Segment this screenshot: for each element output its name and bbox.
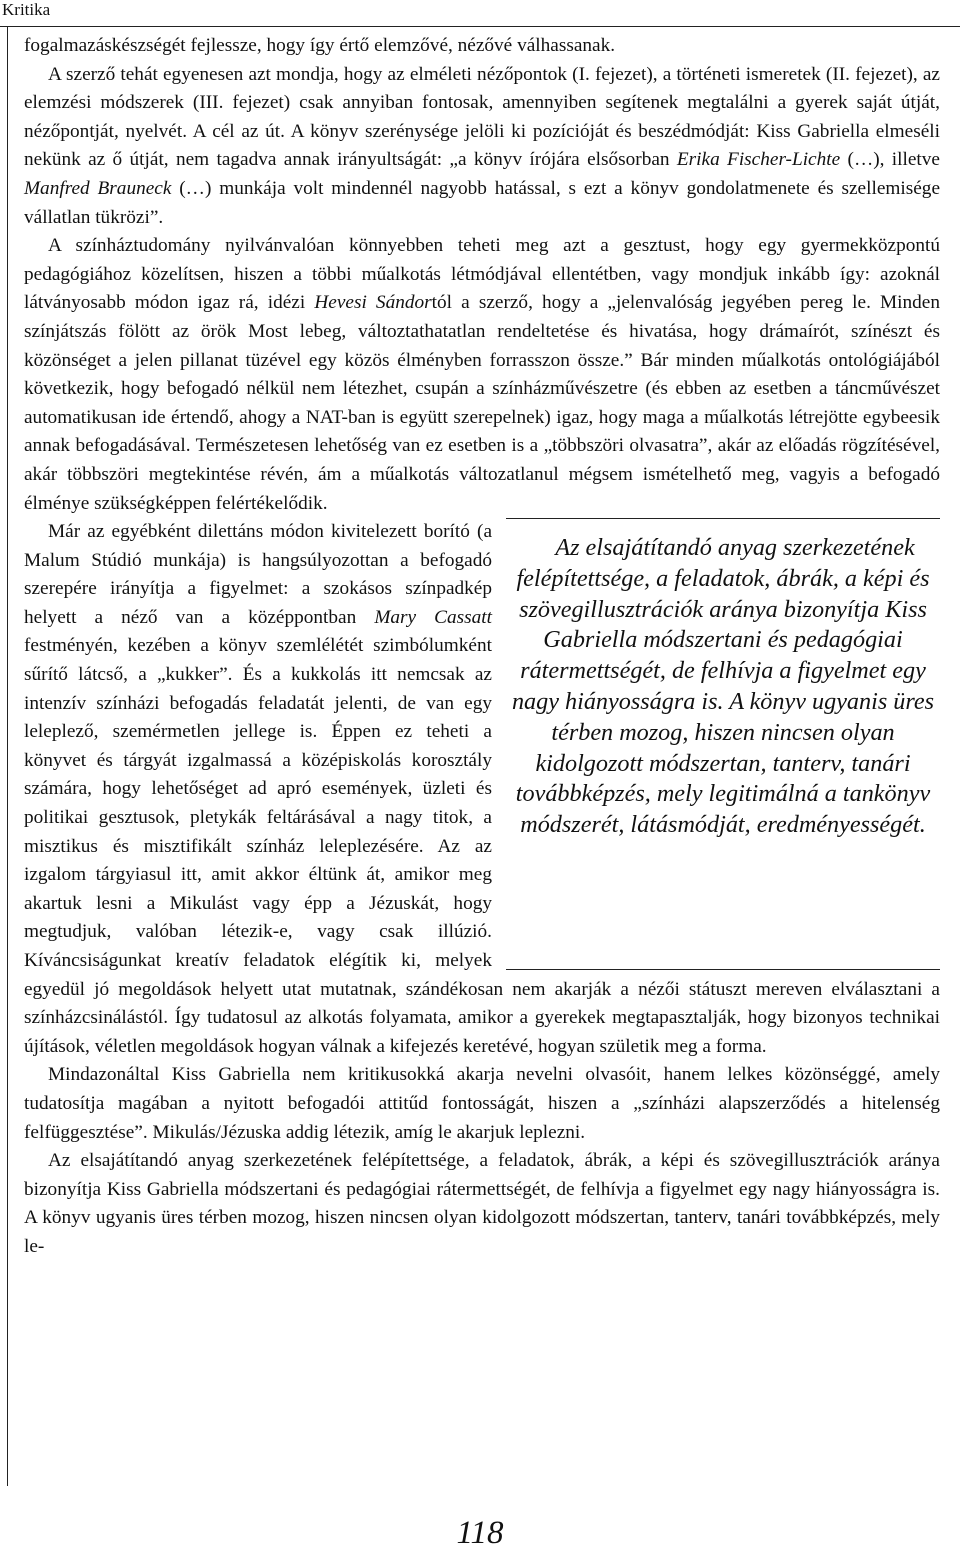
paragraph-text: festményén, kezében a könyv szemlélétét szimbólumként sűrítő látcső, a „kukker”. És a kukkolás itt nemcsak az intenzív színházi befogadás feladatát jelenti, de van egy leleplező, szemérmetlen jellege is. Éppen ez teheti a könyvet és tárgyát izgalmassá a középiskolás korosztály számára, hogy lehetőséget ad apró események, üzleti és politikai gesztusok, pletykák feltárásával a nagy titok, a misztikus és misztifikált színház leleplezésére. Az az izgalom tárgyiasul itt, amit akkor éltünk át, amikor meg akartuk lesni a Mikulást vagy épp a Jézuskát, hogy megtudjuk, valóban létezik-e, vagy csak illúzió. Kíváncsiságunkat kreatív feladatok elégítik ki, melyek egyedül jó megoldások helyett utat mutatnak, szándékosan nem akarják a nézői státuszt mereven elválasztani a színházcsinálástól. Így tudatosul az alkotás folyamata, amikor a gyerekek megtapasztalják, hogy bizonyos technikai újítások, véletlen megoldások hogyan válnak a kifejezés keretévé, hogyan születik meg a forma.: [24, 635, 940, 1057]
section-label: Kritika: [2, 0, 51, 19]
paragraph: [24, 1061, 940, 1147]
paragraph: [24, 232, 940, 518]
pull-quote: Az elsajátítandó anyag szerkezetének felépítettsége, a feladatok, ábrák, a képi és szövegillusztrációk aránya bizonyítja Kiss Gabriella módszertani és pedagógiai rátermettségét, de felhívja a figyelmet egy nagy hiányosságra is. A könyv ugyanis üres térben mozog, hiszen nincsen olyan kidolgozott módszertan, tanterv, tanári továbbképzés, mely legitimálná a tankönyv módszerét, látásmódját, eredményességét.: [506, 518, 940, 970]
article-body: [24, 32, 940, 1262]
author-name: Hevesi Sándor: [314, 292, 432, 314]
paragraph-text: tól a szerző, hogy a „jelenvalóság jegyében pereg le. Minden színjátszás fölött az örök Most lebeg, változtathatatlan rendeltetése és hivatása, hogy drámaírót, színészt és közönséget a jelen pillanat tüzével egy közös élményben forrasszon össze.” Bár minden műalkotás ontológiájából következik, hogy befogadó nélkül nem létezhet, csupán a színházművészetre (és ebben az esetben a táncművészet automatikusan ide értendő, ahogy a NAT-ban is együtt szerepelnek) igaz, hogy maga a műalkotás létrejötte egybeesik annak befogadásával. Természetesen lehetőség van ez esetben is a „többszöri olvasatra”, akár az előadás rögzítésével, akár többszöri megtekintése révén, ám a műalkotás változatlanul mégsem ismételhető meg, vagyis a befogadó élménye szükségképpen felértékelődik.: [24, 292, 940, 514]
paragraph-text: Az elsajátítandó anyag szerkezetének felépítettsége, a feladatok, ábrák, a képi és szövegillusztrációk aránya bizonyítja Kiss Gabriella módszertani és pedagógiai rátermettségét, de felhívja a figyelmet egy nagy hiányosságra is. A könyv ugyanis üres térben mozog, hiszen nincsen olyan kidolgozott módszertan, tanterv, tanári továbbképzés, mely le-: [24, 1150, 940, 1257]
paragraph-text: Mindazonáltal Kiss Gabriella nem kritikusokká akarja nevelni olvasóit, hanem lelkes közönséggé, amely tudatosítja magában a nyitott befogadói attitűd fontosságát, hiszen a „színházi alapszerződés a hitelenség felfüggesztése”. Mikulás/Jézuska addig létezik, amíg le akarjuk leplezni.: [24, 1064, 940, 1143]
paragraph: [24, 32, 940, 61]
paragraph-text: A színháztudomány nyilvánvalóan könnyebben teheti meg azt a gesztust, hogy egy gyermekközpontú pedagógiához közelítsen, hiszen a többi műalkotás létmódjával ellentétben, vagy mondjuk inkább így: azoknál látványosabb módon igaz rá, idézi: [24, 235, 940, 314]
paragraph-text: Már az egyébként dilettáns módon kivitelezett borító (a Malum Stúdió munkája) is hangsúlyozottan a befogadó szerepére irányítja a figyelmet: a szokásos színpadkép helyett a néző van a középpontban: [24, 521, 492, 628]
paragraph-text: A szerző tehát egyenesen azt mondja, hogy az elméleti nézőpontok (I. fejezet), a történeti ismeretek (II. fejezet), az elemzési módszerek (III. fejezet) csak annyiban fontosak, amennyiben segítenek megtalálni a gyerek saját útját, nézőpontját, nyelvét. A cél az út. A könyv szerénysége jelöli ki pozícióját és beszédmódját: Kiss Gabriella elmeséli nekünk az ő útját, nem tagadva annak irányultságát: „a könyv írójára elsősorban: [24, 63, 940, 171]
header-rule: [0, 26, 960, 27]
page-number: 118: [456, 1515, 504, 1551]
paragraph-text: (…) munkája volt mindennél nagyobb hatással, s ezt a könyv gondolatmenete és szellemisége vállatlan tükrözi”.: [24, 177, 940, 228]
paragraph-text: (…), illetve: [840, 149, 940, 171]
painter-name: Mary Cassatt: [374, 606, 492, 628]
author-name: Manfred Brauneck: [24, 177, 172, 199]
author-name: Erika Fischer-Lichte: [676, 149, 841, 171]
paragraph: [24, 1147, 940, 1261]
paragraph: [24, 518, 940, 1061]
paragraph-text: fogalmazáskészségét fejlessze, hogy így értő elemzővé, nézővé válhassanak.: [24, 35, 616, 56]
paragraph: [24, 61, 940, 233]
left-margin-rule: [7, 26, 8, 1486]
